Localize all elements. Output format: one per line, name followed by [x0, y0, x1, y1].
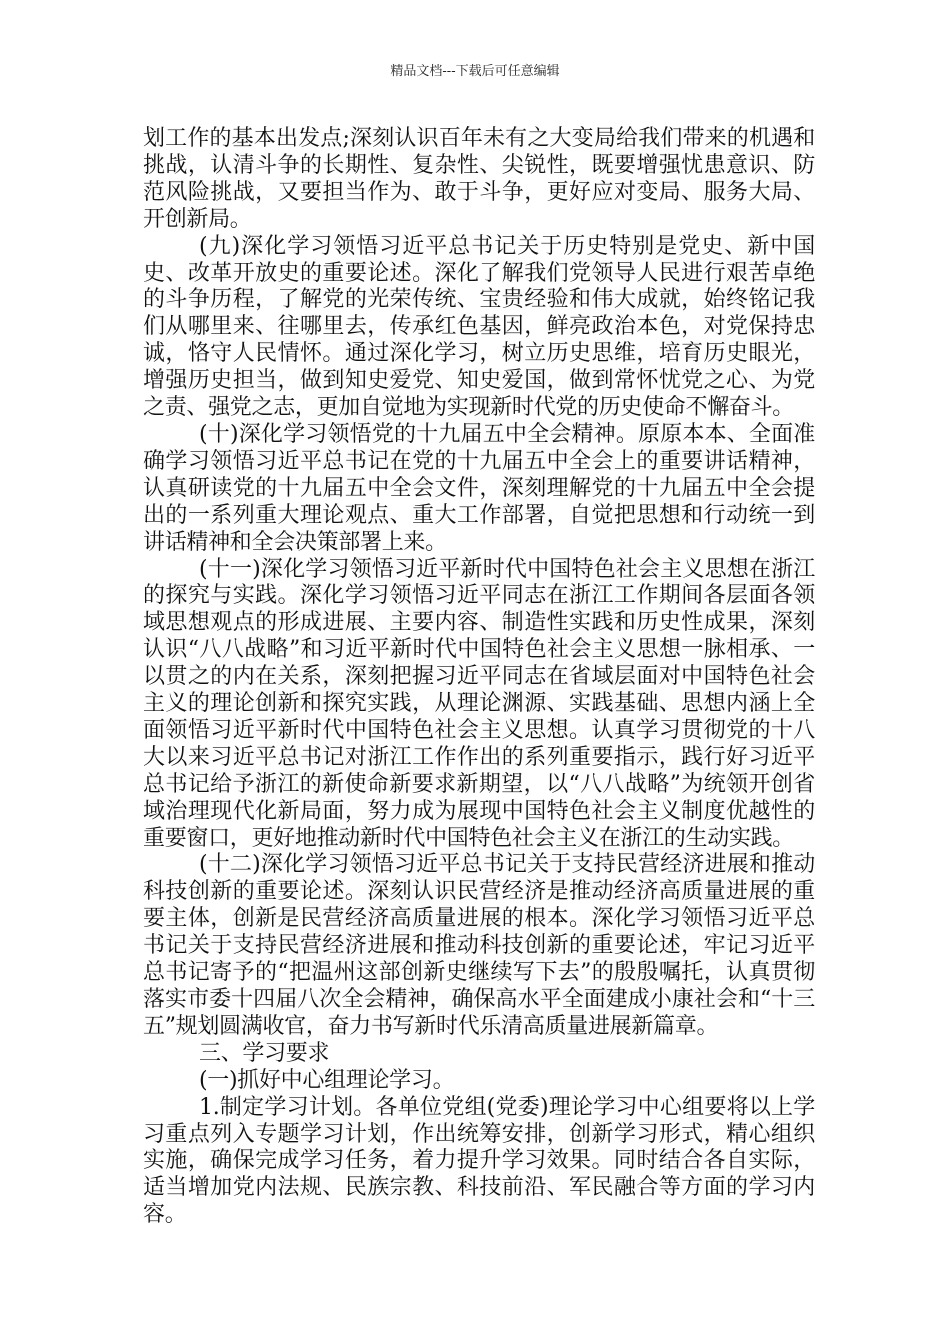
document-body	[143, 126, 815, 1229]
paragraph-item-11: (十一)深化学习领悟习近平新时代中国特色社会主义思想在浙江的探究与实践。深化学习领悟习近平同志在浙江工作期间各层面各领域思想观点的形成进展、主要内容、制造性实践和历史性成果，深刻认识“八八战略”和习近平新时代中国特色社会主义思想一脉相承、一以贯之的内在关系，深刻把握习近平同志在省域层面对中国特色社会主义的理论创新和探究实践，从理论渊源、实践基础、思想内涵上全面领悟习近平新时代中国特色社会主义思想。认真学习贯彻党的十八大以来习近平总书记对浙江工作作出的系列重要指示，践行好习近平总书记给予浙江的新使命新要求新期望，以“八八战略”为统领开创省域治理现代化新局面，努力成为展现中国特色社会主义制度优越性的重要窗口，更好地推动新时代中国特色社会主义在浙江的生动实践。	[143, 556, 815, 851]
paragraph-item-10: (十)深化学习领悟党的十九届五中全会精神。原原本本、全面准确学习领悟习近平总书记在党的十九届五中全会上的重要讲话精神，认真研读党的十九届五中全会文件，深刻理解党的十九届五中全会提出的一系列重大理论观点、重大工作部署，自觉把思想和行动统一到讲话精神和全会决策部署上来。	[143, 421, 815, 555]
paragraph-item-12: (十二)深化学习领悟习近平总书记关于支持民营经济进展和推动科技创新的重要论述。深刻认识民营经济是推动经济高质量进展的重要主体，创新是民营经济高质量进展的根本。深化学习领悟习近平总书记关于支持民营经济进展和推动科技创新的重要论述，牢记习近平总书记寄予的“把温州这部创新史继续写下去”的殷殷嘱托，认真贯彻落实市委十四届八次全会精神，确保高水平全面建成小康社会和“十三五”规划圆满收官，奋力书写新时代乐清高质量进展新篇章。	[143, 852, 815, 1039]
paragraph-continuation: 划工作的基本出发点;深刻认识百年未有之大变局给我们带来的机遇和挑战，认清斗争的长期性、复杂性、尖锐性，既要增强忧患意识、防范风险挑战，又要担当作为、敢于斗争，更好应对变局、服务大局、开创新局。	[143, 126, 815, 232]
paragraph-study-plan: 1.制定学习计划。各单位党组(党委)理论学习中心组要将以上学习重点列入专题学习计划，作出统筹安排，创新学习形式，精心组织实施，确保完成学习任务，着力提升学习效果。同时结合各自实际，适当增加党内法规、民族宗教、科技前沿、军民融合等方面的学习内容。	[143, 1094, 815, 1228]
page-header: 精品文档---下载后可任意编辑	[390, 64, 560, 79]
paragraph-item-9: (九)深化学习领悟习近平总书记关于历史特别是党史、新中国史、改革开放史的重要论述。深化了解我们党领导人民进行艰苦卓绝的斗争历程，了解党的光荣传统、宝贵经验和伟大成就，始终铭记我们从哪里来、往哪里去，传承红色基因，鲜亮政治本色，对党保持忠诚，恪守人民情怀。通过深化学习，树立历史思维，培育历史眼光，增强历史担当，做到知史爱党、知史爱国，做到常怀忧党之心、为党之责、强党之志，更加自觉地为实现新时代党的历史使命不懈奋斗。	[143, 233, 815, 421]
subsection-heading: (一)抓好中心组理论学习。	[199, 1067, 455, 1093]
section-heading: 三、学习要求	[199, 1040, 330, 1066]
